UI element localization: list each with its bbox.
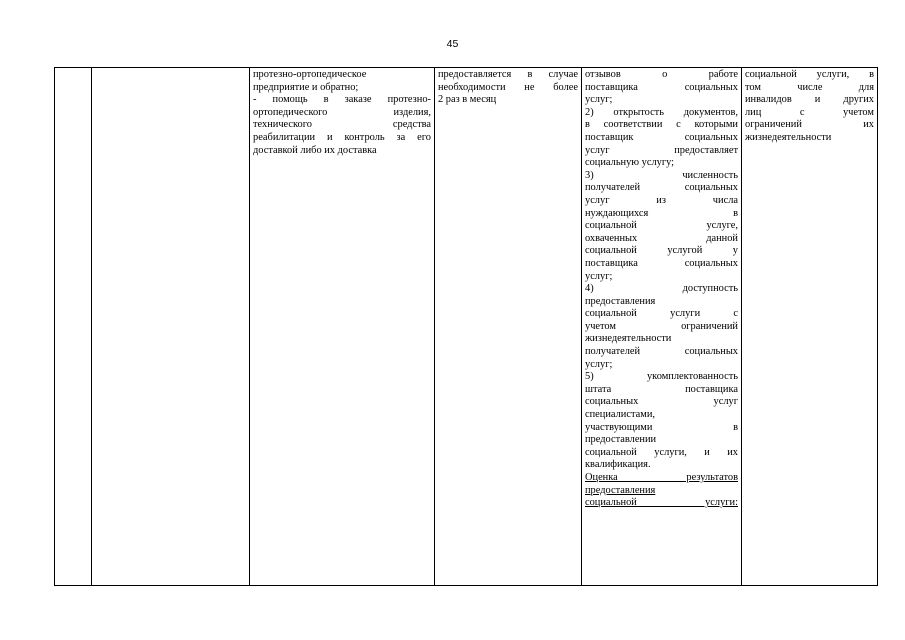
cell-quality-indicators [582, 68, 742, 586]
text-line: 4) доступность [585, 283, 738, 295]
cell-number [55, 68, 92, 586]
text-line: Оценка результатов [585, 472, 738, 483]
text-line: протезно-ортопедическое [253, 69, 367, 80]
text-line: услуг из числа [585, 194, 738, 206]
text-line: социальной услуги: [585, 497, 738, 509]
text-line: жизнедеятельности [585, 333, 672, 345]
text-line: социальной услуги, и их [585, 446, 738, 458]
table-row [55, 68, 878, 586]
text-line: предоставления [585, 484, 656, 496]
text-line: поставщика социальных [585, 81, 738, 93]
text-line: квалификация. [585, 459, 651, 471]
text-line: штата поставщика [585, 383, 738, 395]
text-line: охваченных данной [585, 232, 738, 244]
text-line: социальной услугой у [585, 245, 738, 257]
cell-service-description [250, 68, 435, 586]
services-table [54, 67, 878, 586]
text-line: инвалидов и других [745, 94, 874, 106]
page-number: 45 [446, 38, 459, 50]
text-line: социальной услуги с [585, 308, 738, 320]
text-line: участвующими в [585, 421, 738, 433]
text-line: социальной услуге, [585, 220, 738, 232]
text-line: услуг; [585, 94, 613, 106]
text-line: необходимости не более [438, 81, 578, 93]
text-line: услуг предоставляет [585, 144, 738, 156]
text-line: предоставлении [585, 434, 657, 446]
text-line: жизнедеятельности [745, 131, 832, 143]
text-line: услуг; [585, 270, 613, 282]
text-line: ортопедического изделия, [253, 106, 431, 118]
text-line: предоставления [585, 295, 656, 307]
conditions-text [745, 69, 874, 145]
text-line: услуг; [585, 358, 613, 370]
text-line: реабилитации и контроль за его [253, 131, 431, 143]
text-line: учетом ограничений [585, 320, 738, 332]
text-line: - помощь в заказе протезно- [253, 94, 431, 106]
text-line: получателей социальных [585, 182, 738, 194]
text-line: социальной услуги, в [745, 69, 874, 80]
text-line: специалистами, [585, 409, 655, 421]
text-line: нуждающихся в [585, 207, 738, 219]
text-line: получателей социальных [585, 346, 738, 358]
text-line: лиц с учетом [745, 106, 874, 118]
text-line: предприятие и обратно; [253, 81, 359, 93]
cell-service-name [92, 68, 250, 586]
text-line: доставкой либо их доставка [253, 144, 377, 156]
text-line: ограничений их [745, 119, 874, 131]
cell-conditions [742, 68, 878, 586]
text-line: отзывов о работе [585, 69, 738, 80]
text-line: 5) укомплектованность [585, 371, 738, 383]
cell-service-frequency [435, 68, 582, 586]
text-line: поставщик социальных [585, 131, 738, 143]
text-line: технического средства [253, 119, 431, 131]
text-line: 3) численность [585, 169, 738, 181]
text-line: в соответствии с которыми [585, 119, 738, 131]
service-frequency-text [438, 69, 578, 107]
text-line: предоставляется в случае [438, 69, 578, 80]
text-line: поставщика социальных [585, 257, 738, 269]
text-line: том числе для [745, 81, 874, 93]
results-evaluation-heading [585, 472, 738, 510]
text-line: 2) открытость документов, [585, 106, 738, 118]
text-line: 2 раз в месяц [438, 94, 497, 106]
quality-indicators-text [585, 69, 738, 472]
text-line: социальных услуг [585, 396, 738, 408]
text-line: социальную услугу; [585, 157, 675, 169]
service-description-text [253, 69, 431, 157]
